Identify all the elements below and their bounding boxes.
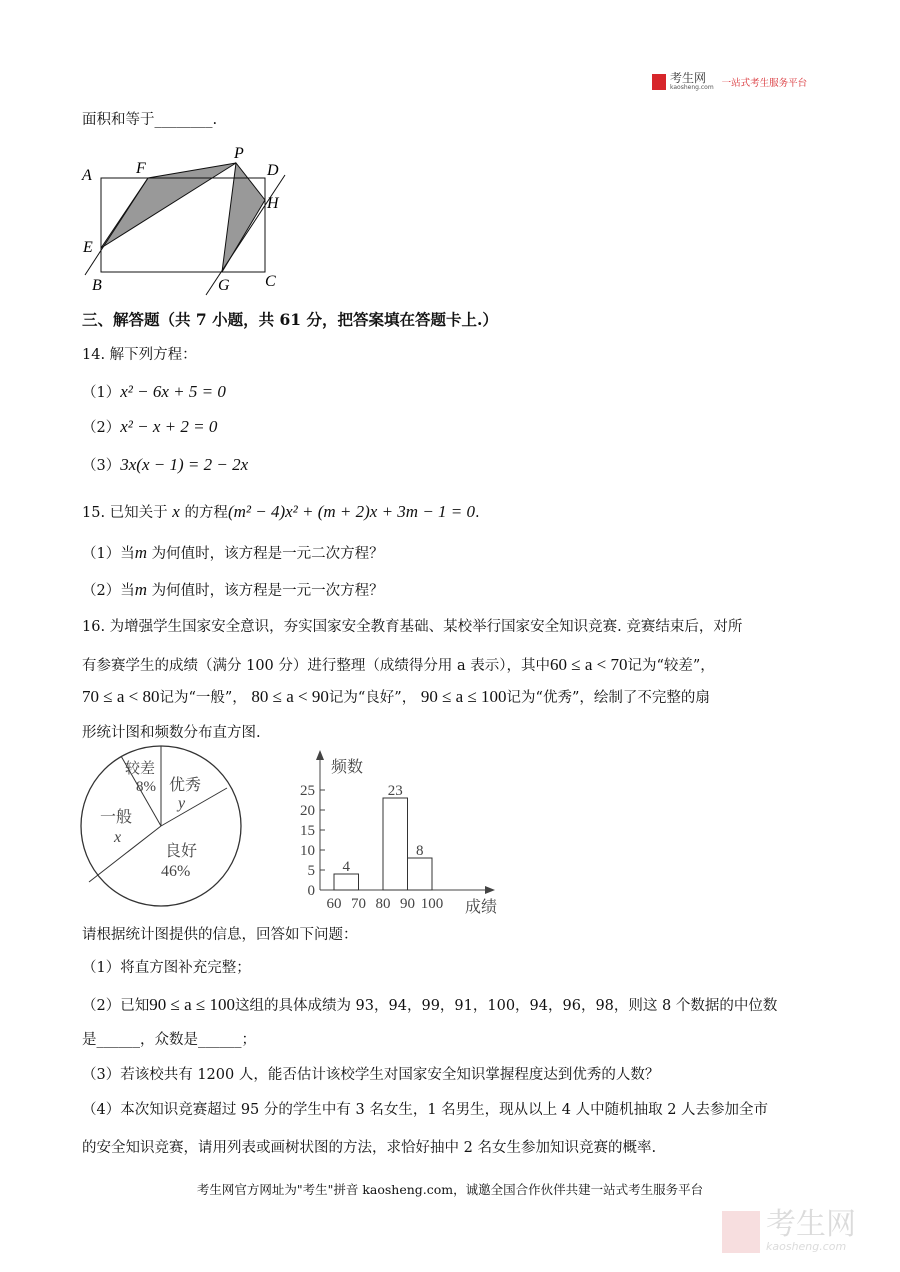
x-tick-label: 90 [400, 896, 415, 912]
label-e: E [83, 239, 93, 256]
q14: 14. 解下列方程： [82, 347, 197, 363]
q14-3-label: （3） [82, 458, 121, 474]
q15-1-var: m [134, 543, 148, 562]
q15-text2: 的方程 [184, 505, 228, 521]
pie-label-excellent: 优秀 [169, 777, 202, 794]
x-axis-arrow-icon [485, 886, 495, 894]
histogram-chart [295, 748, 510, 918]
y-tick-label: 0 [307, 883, 315, 899]
watermark-name: 考生网 [766, 1207, 856, 1242]
x-tick-label: 100 [420, 896, 444, 912]
y-axis-label: 频数 [331, 759, 364, 776]
y-axis-arrow-icon [316, 750, 324, 760]
section-3-heading: 三、解答题（共 7 小题，共 61 分，把答案填在答题卡上.） [82, 310, 498, 329]
q15-2-text: （2）当 [82, 583, 135, 599]
histogram-bar [408, 858, 433, 890]
shaded-triangle-efp [101, 163, 236, 248]
q16-line1: 16. 为增强学生国家安全意识，夯实国家安全教育基础、某校举行国家安全知识竞赛. 竞赛结束后，对所 [82, 619, 743, 635]
q15-1-text: （1）当 [82, 546, 135, 562]
q15-var: x [172, 502, 180, 521]
pie-value-excellent: y [178, 795, 186, 812]
y-tick-label: 5 [307, 863, 315, 879]
q14-2-label: （2） [82, 420, 121, 436]
pie-label-fair: 一般 [100, 809, 133, 826]
watermark-logo-icon [722, 1211, 760, 1253]
geometry-figure [70, 140, 300, 300]
q16-line2: 有参赛学生的成绩（满分 100 分）进行整理（成绩得分用 a 表示），其中 [82, 658, 551, 674]
label-p: P [234, 145, 244, 162]
x-tick-label: 80 [375, 896, 391, 912]
y-tick-label: 20 [300, 803, 315, 819]
watermark-domain: kaosheng.com [766, 1240, 847, 1253]
pie-value-poor: 8% [136, 779, 156, 795]
q16-sub3: （3）若该校共有 1200 人，能否估计该校学生对国家安全知识掌握程度达到优秀的人数？ [82, 1067, 660, 1083]
q16-range-good: 80 ≤ a < 90 [251, 687, 329, 706]
q15-2-var: m [134, 580, 148, 599]
q16-line2b: 记为“较差”， [627, 658, 715, 674]
q14-2-equation: x² − x + 2 = 0 [120, 417, 218, 436]
label-b: B [92, 277, 102, 294]
q16-text: 记为“一般”， [159, 690, 247, 706]
y-tick-label: 10 [300, 843, 315, 859]
label-a: A [82, 167, 92, 184]
pie-label-poor: 较差 [125, 761, 156, 777]
x-tick-label: 60 [326, 896, 342, 912]
q16-sub4b: 的安全知识竞赛，请用列表或画树状图的方法，求恰好抽中 2 名女生参加知识竞赛的概率. [82, 1140, 657, 1156]
label-c: C [265, 273, 276, 290]
logo-domain: kaosheng.com [670, 84, 714, 91]
y-tick-label: 15 [300, 823, 315, 839]
q16-sub1: （1）将直方图补充完整； [82, 960, 251, 976]
q16-sub2-range: 90 ≤ a ≤ 100 [149, 995, 235, 1014]
bar-value-label: 23 [387, 783, 403, 799]
x-axis-label: 成绩 [465, 899, 498, 916]
pie-value-good: 46% [161, 863, 191, 880]
q16-prompt: 请根据统计图提供的信息，回答如下问题： [82, 927, 358, 943]
q15-equation: (m² − 4)x² + (m + 2)x + 3m − 1 = 0 [227, 502, 476, 521]
header-tagline: 一站式考生服务平台 [721, 77, 808, 89]
histogram-bar [334, 874, 359, 890]
label-h: H [267, 195, 279, 212]
line-ef [85, 178, 148, 275]
watermark [722, 1207, 856, 1253]
q15-text: 15. 已知关于 [82, 505, 168, 521]
shaded-triangle-pgh [222, 163, 265, 272]
pie-label-good: 良好 [165, 843, 198, 860]
histogram-bar [383, 798, 408, 890]
bar-value-label: 4 [342, 859, 350, 875]
header-logo [652, 72, 807, 91]
q15-1-text2: 为何值时，该方程是一元二次方程？ [151, 546, 384, 562]
q13-tail: 面积和等于________. [82, 112, 218, 128]
pie-chart [75, 745, 255, 910]
q16-sub2b: 这组的具体成绩为 93，94，99，91，100，94，96，98，则这 8 个数据的中位数 [234, 998, 778, 1014]
y-tick-label: 25 [300, 783, 315, 799]
q16-sub4a: （4）本次知识竞赛超过 95 分的学生中有 3 名女生，1 名男生，现从以上 4 人中随机抽取 2 人去参加全市 [82, 1102, 769, 1118]
label-g: G [218, 277, 230, 294]
q14-3-equation: 3x(x − 1) = 2 − 2x [120, 455, 249, 474]
q14-1-label: （1） [82, 385, 121, 401]
q16-sub2c: 是______，众数是______； [82, 1032, 256, 1048]
q16-sub2: （2）已知 [82, 998, 150, 1014]
q15-2-text2: 为何值时，该方程是一元一次方程？ [151, 583, 384, 599]
label-f: F [136, 160, 146, 177]
bar-value-label: 8 [416, 843, 424, 859]
label-d: D [267, 162, 279, 179]
footer-text: 考生网官方网址为"考生"拼音 kaosheng.com，诚邀全国合作伙伴共建一站式考生服务平台 [196, 1182, 704, 1197]
q16-text: 记为“良好”， [328, 690, 417, 706]
q16-line4: 形统计图和频数分布直方图. [82, 725, 261, 741]
q16-range-poor: 60 ≤ a < 70 [550, 655, 628, 674]
q16-text: 记为“优秀”，绘制了不完整的扇 [506, 690, 710, 706]
logo-name: 考生网 [670, 71, 707, 85]
q16-range-excellent: 90 ≤ a ≤ 100 [420, 687, 507, 706]
q16-range-fair: 70 ≤ a < 80 [82, 687, 160, 706]
logo-mark-icon [652, 74, 666, 90]
q14-1-equation: x² − 6x + 5 = 0 [120, 382, 226, 401]
exam-page: 考生网 kaosheng.com 一站式考生服务平台 面积和等于________. A B C D E F G H P 三、解答题（共 7 小题，共 61 分，把答案填在答题卡上.） 14. 解下列方程： （1）x² − 6x + 5 = 0 （2）x² − x + 2 = 0 （3）3x(x − 1) = 2 − 2x 15. 已知关于 x 的方程(m² − 4)x² + (m + 2)x + 3m − 1 = 0. （1）当m 为何值时，该方程是一元二次方程？ （2）当m 为何值时，该方程是一元一次方程？ 16. 为增强学生国家安全意识，夯实国家安全教育基础、某校举行国家安全知识竞赛. 竞赛结束后，对所 有参赛学生的成绩（满分 100 分）进行整理（成绩得分用 a 表示），其中60 ≤ a < 70记为“较差”， 70 ≤ a < 80记为“一般”， 80 ≤ a < 90记为“良好”， 90 ≤ a ≤ 100记为“优秀”，绘制了不完整的扇 形统计图和频数分布直方图. 较差 8% 优秀 y 良好 46% 一般 x 频数 成绩 0 5 10 15 20 25 60 70 80 90 100 4 23 8 请根据统计图提供的信息，回答如下问题： （1）将直方图补充完整； （2）已知90 ≤ a ≤ 100这组的具体成绩为 93，94，99，91，100，94，96，98，则这 8 个数据的中位数 是______，众数是______； （3）若该校共有 1200 人，能否估计该校学生对国家安全知识掌握程度达到优秀的人数？ （4）本次知识竞赛超过 95 分的学生中有 3 名女生，1 名男生，现从以上 4 人中随机抽取 2 人去参加全市 的安全知识竞赛，请用列表或画树状图的方法，求恰好抽中 2 名女生参加知识竞赛的概率. 考生网官方网址为"考生"拼音 kaosheng.com，诚邀全国合作伙伴共建一站式考生服务平台 考生网 kaosheng.com [0, 0, 900, 1272]
x-tick-label: 70 [351, 896, 366, 912]
pie-value-fair: x [114, 829, 122, 846]
